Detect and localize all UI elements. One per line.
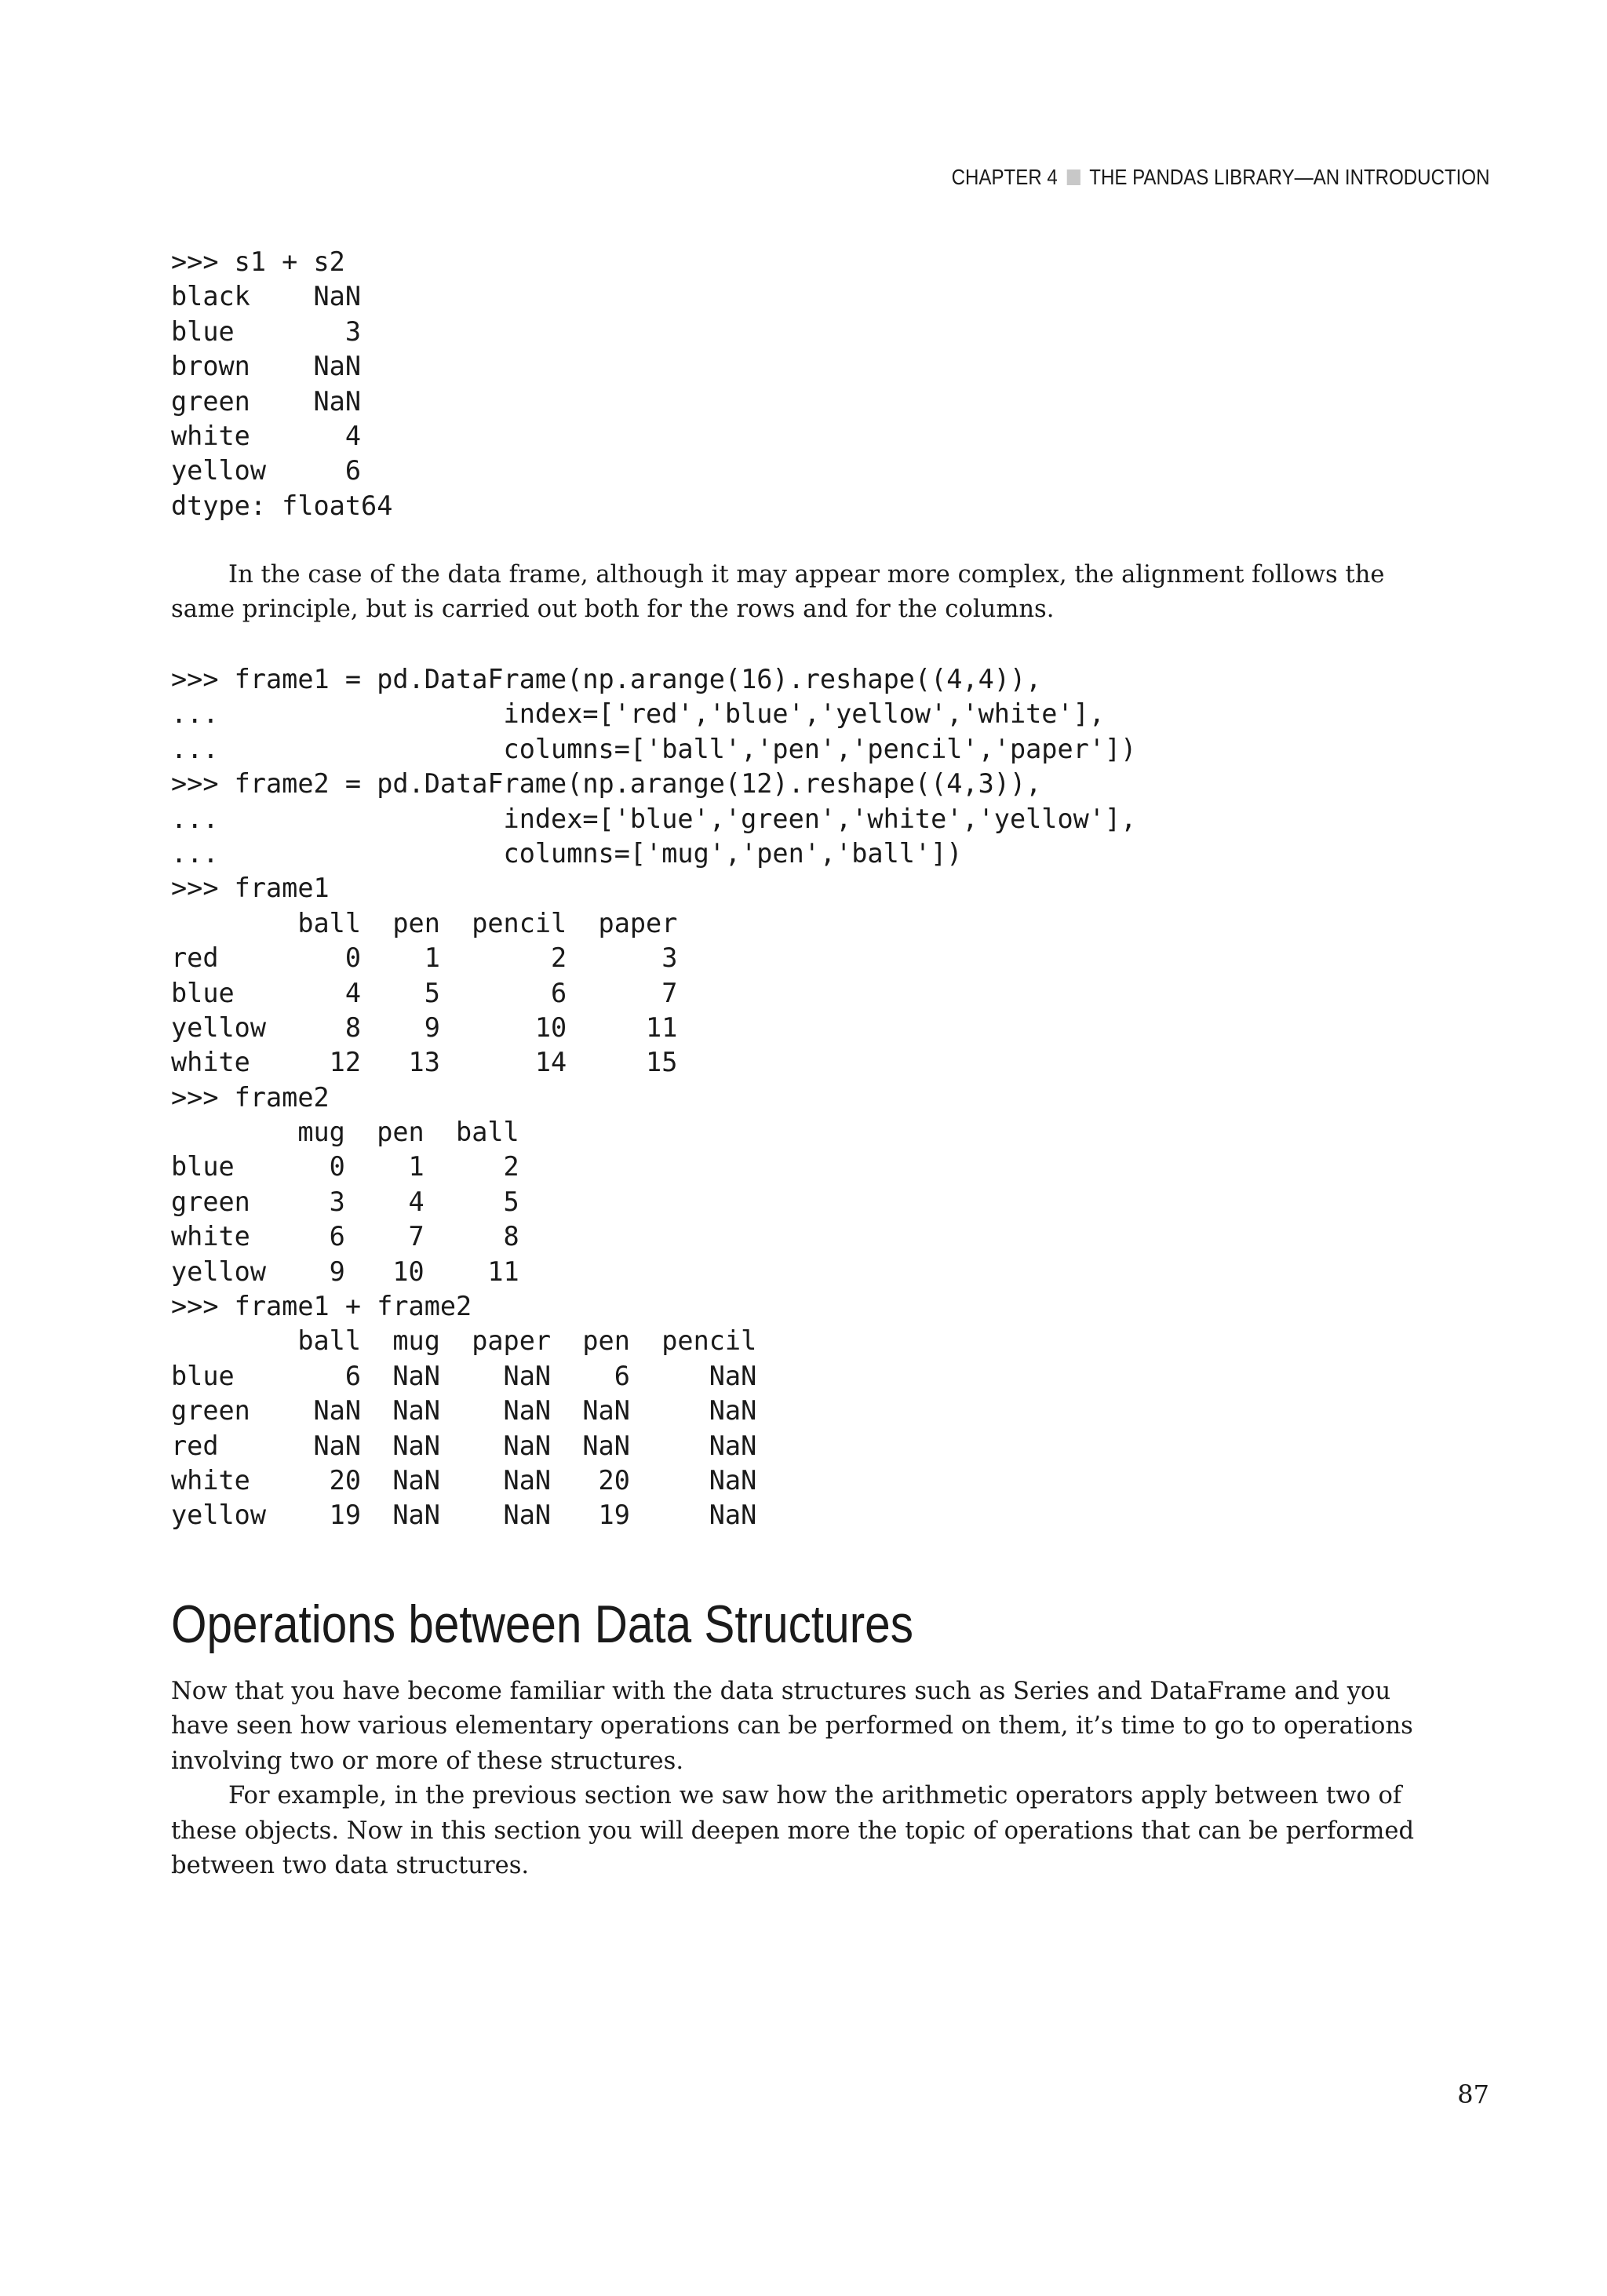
- code-line: green NaN: [171, 385, 362, 417]
- code-line: black NaN: [171, 281, 362, 312]
- running-head-separator-icon: [1066, 169, 1080, 185]
- body-paragraph-alignment: [171, 558, 1450, 628]
- code-line: ball mug paper pen pencil: [171, 1325, 757, 1357]
- code-line: ... columns=['ball','pen','pencil','paper']): [171, 733, 1137, 764]
- code-line: blue 4 5 6 7: [171, 977, 678, 1008]
- code-line: ... columns=['mug','pen','ball']): [171, 837, 963, 869]
- code-line: ... index=['red','blue','yellow','white'],: [171, 698, 1105, 730]
- code-line: green 3 4 5: [171, 1186, 519, 1217]
- section-heading: Operations between Data Structures: [171, 1594, 913, 1654]
- code-line: dtype: float64: [171, 490, 393, 521]
- code-line: >>> frame1 + frame2: [171, 1291, 472, 1322]
- code-line: white 12 13 14 15: [171, 1047, 678, 1078]
- code-line: >>> frame2 = pd.DataFrame(np.arange(12).reshape((4,3)),: [171, 768, 1042, 800]
- code-line: >>> frame2: [171, 1081, 330, 1113]
- code-line: white 4: [171, 420, 362, 451]
- code-line: yellow 19 NaN NaN 19 NaN: [171, 1500, 757, 1531]
- paragraph-text: For example, in the previous section we saw how the arithmetic operators apply between two of these objects. Now in this section you will deepen more the topic of operations that can be performed between two data structures.: [171, 1782, 1415, 1880]
- code-line: yellow 6: [171, 455, 362, 487]
- code-line: red 0 1 2 3: [171, 942, 678, 974]
- code-line: white 6 7 8: [171, 1221, 519, 1252]
- code-line: green NaN NaN NaN NaN NaN: [171, 1395, 757, 1427]
- code-line: blue 0 1 2: [171, 1151, 519, 1183]
- paragraph-text: Now that you have become familiar with the data structures such as Series and DataFrame and you have seen how various elementary operations can be performed on them, it’s time to go to operations involving two or more of these structures.: [171, 1678, 1413, 1775]
- page-number: 87: [1457, 2079, 1489, 2109]
- running-head: [951, 165, 1489, 190]
- code-line: ... index=['blue','green','white','yellow'],: [171, 803, 1137, 834]
- code-line: yellow 8 9 10 11: [171, 1011, 678, 1043]
- code-block-dataframe-sum: [171, 662, 1136, 1533]
- code-line: brown NaN: [171, 351, 362, 382]
- code-line: mug pen ball: [171, 1117, 519, 1148]
- code-line: >>> frame1 = pd.DataFrame(np.arange(16).reshape((4,4)),: [171, 664, 1042, 694]
- code-line: blue 3: [171, 315, 362, 347]
- code-line: ball pen pencil paper: [171, 907, 678, 938]
- code-block-series-sum: [171, 245, 392, 523]
- code-line: red NaN NaN NaN NaN NaN: [171, 1430, 757, 1461]
- code-line: >>> frame1: [171, 873, 330, 904]
- code-line: white 20 NaN NaN 20 NaN: [171, 1464, 757, 1496]
- code-line: blue 6 NaN NaN 6 NaN: [171, 1360, 757, 1391]
- paragraph-text: In the case of the data frame, although it may appear more complex, the alignment follows the same principle, but is carried out both for the rows and for the columns.: [171, 561, 1385, 624]
- code-line: >>> s1 + s2: [171, 246, 345, 277]
- code-line: yellow 9 10 11: [171, 1256, 519, 1287]
- running-head-title: THE PANDAS LIBRARY—AN INTRODUCTION: [1088, 165, 1489, 189]
- running-head-chapter: CHAPTER 4: [951, 165, 1058, 189]
- body-section-intro: [171, 1675, 1450, 1883]
